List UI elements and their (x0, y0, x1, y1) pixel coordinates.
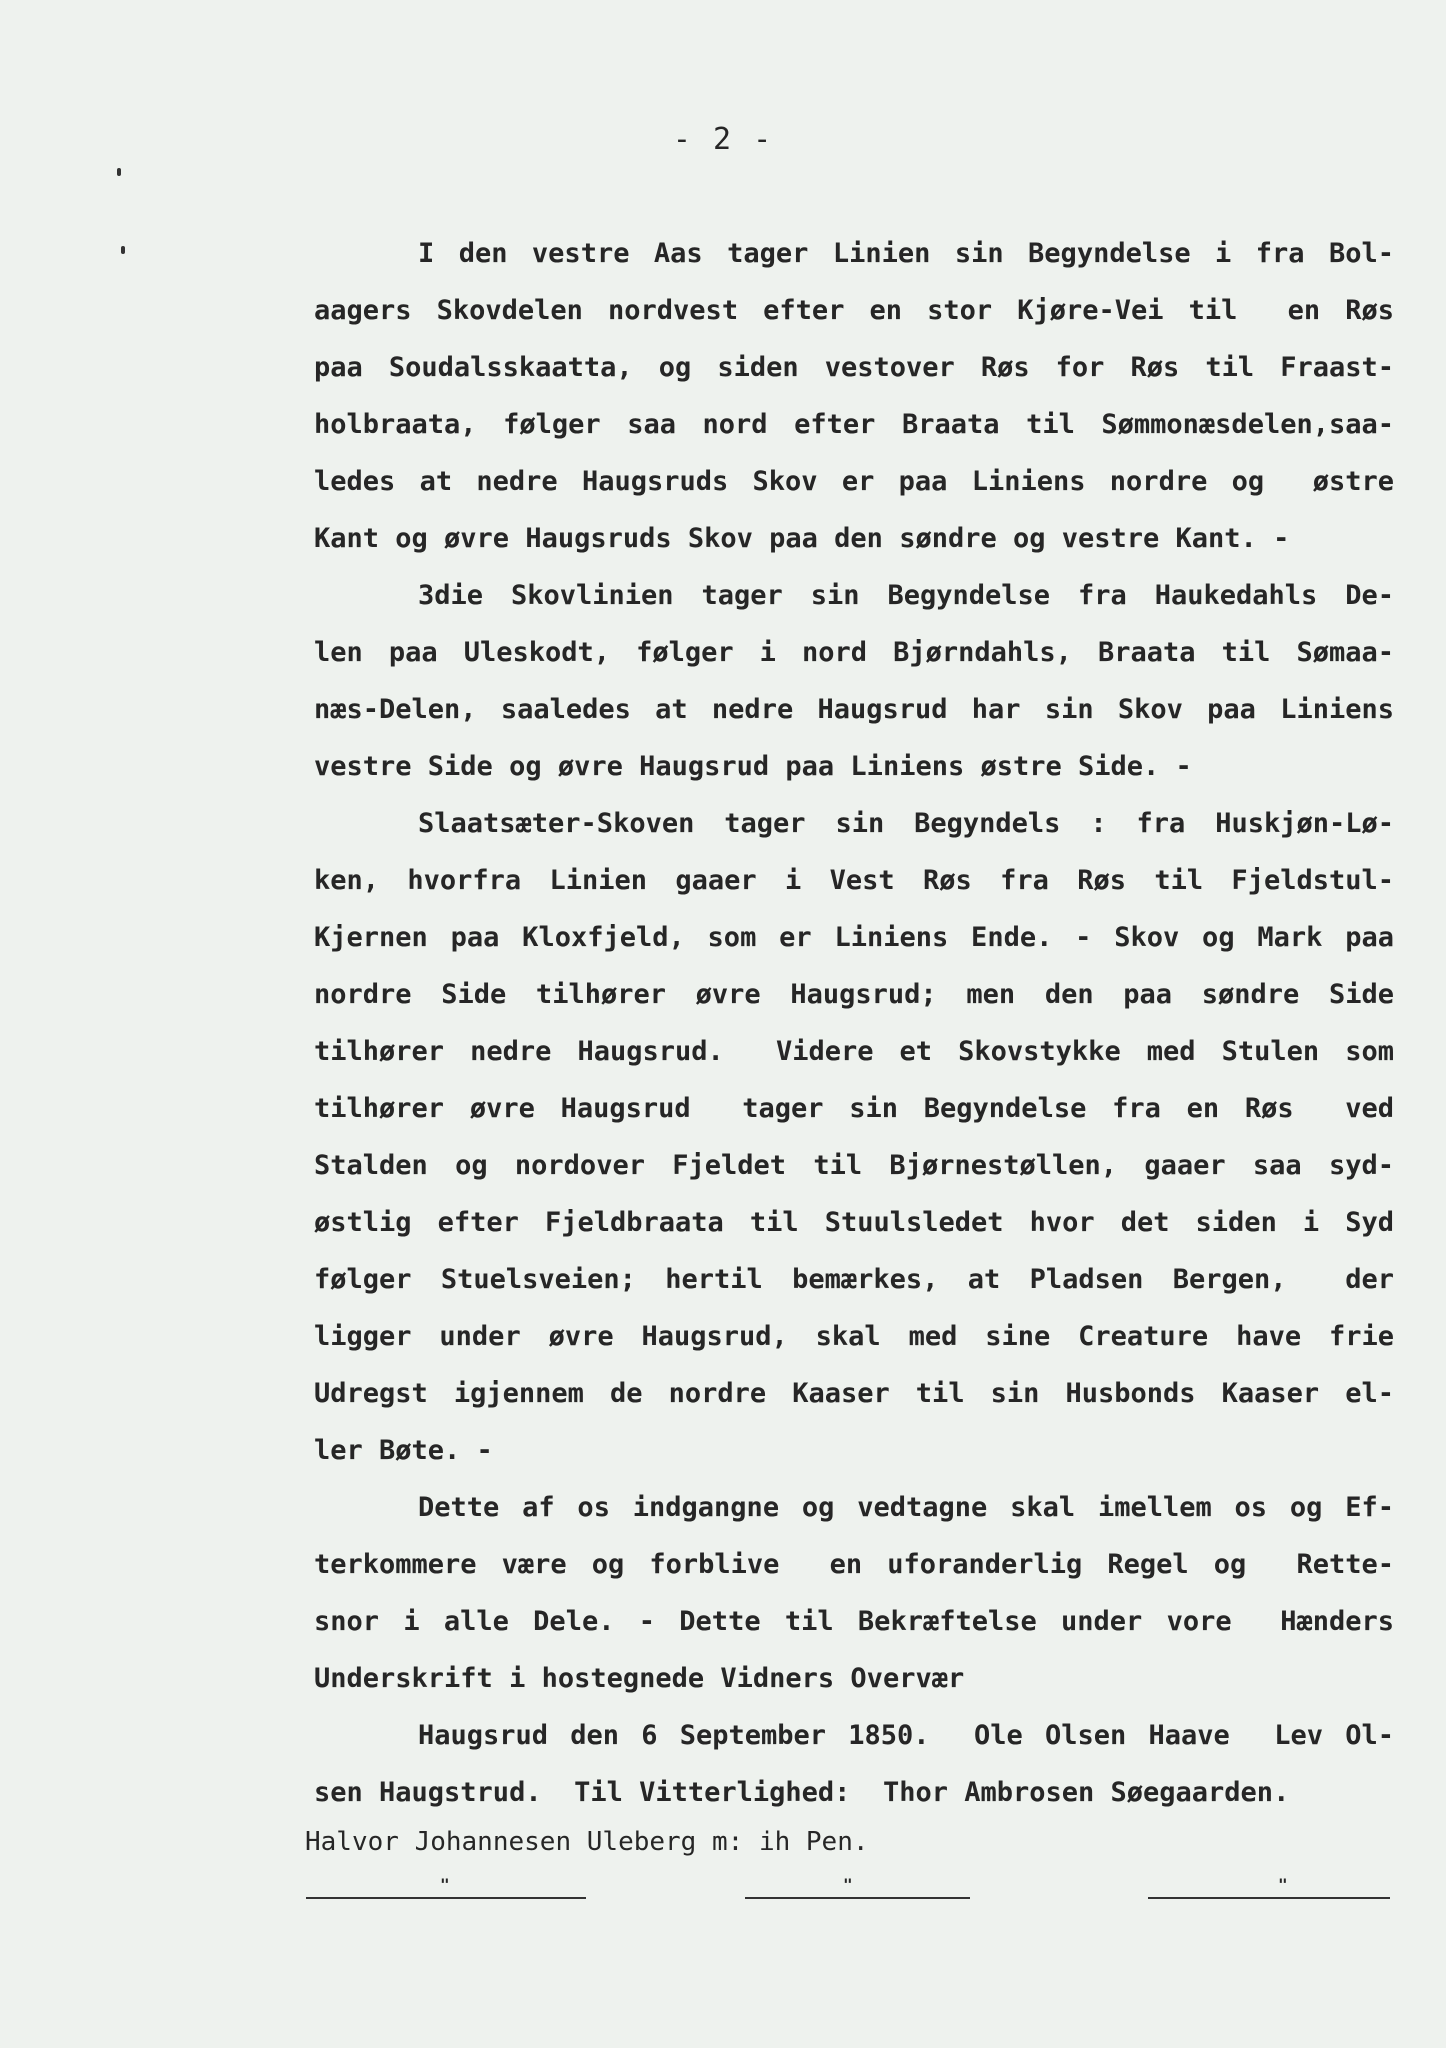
ditto-mark-2: " (843, 1875, 853, 1894)
text-line: ligger under øvre Haugsrud, skal med sine Creature have frie (314, 1321, 1394, 1352)
margin-mark (121, 246, 125, 254)
signature-line-1 (306, 1897, 586, 1899)
closing-line: Halvor Johannesen Uleberg m: ih Pen. (305, 1827, 869, 1857)
text-line: vestre Side og øvre Haugsrud paa Liniens østre Side. - (314, 751, 1192, 782)
text-line: Underskrift i hostegnede Vidners Overvær (314, 1663, 965, 1694)
text-line: ler Bøte. - (314, 1435, 493, 1466)
signature-line-2 (745, 1897, 970, 1899)
text-line: paa Soudalsskaatta, og siden vestover Røs for Røs til Fraast- (314, 352, 1394, 383)
text-line: Stalden og nordover Fjeldet til Bjørnestøllen, gaaer saa syd- (314, 1150, 1394, 1181)
text-line: Slaatsæter-Skoven tager sin Begyndels : fra Huskjøn-Lø- (418, 808, 1394, 839)
text-line: sen Haugstrud. Til Vitterlighed: Thor Ambrosen Søegaarden. (314, 1777, 1290, 1808)
text-line: ledes at nedre Haugsruds Skov er paa Liniens nordre og østre (314, 466, 1394, 497)
text-line: Kjernen paa Kloxfjeld, som er Liniens Ende. - Skov og Mark paa (314, 922, 1394, 953)
text-line: Kant og øvre Haugsruds Skov paa den søndre og vestre Kant. - (314, 523, 1290, 554)
text-line: tilhører nedre Haugsrud. Videre et Skovstykke med Stulen som (314, 1036, 1394, 1067)
text-line: ken, hvorfra Linien gaaer i Vest Røs fra Røs til Fjeldstul- (314, 865, 1394, 896)
text-line: følger Stuelsveien; hertil bemærkes, at Pladsen Bergen, der (314, 1264, 1394, 1295)
text-line: næs-Delen, saaledes at nedre Haugsrud har sin Skov paa Liniens (314, 694, 1394, 725)
margin-mark (117, 168, 121, 176)
text-line: aagers Skovdelen nordvest efter en stor Kjøre-Vei til en Røs (314, 295, 1394, 326)
text-line: len paa Uleskodt, følger i nord Bjørndahls, Braata til Sømaa- (314, 637, 1394, 668)
text-line: I den vestre Aas tager Linien sin Begyndelse i fra Bol- (418, 238, 1394, 269)
text-line: snor i alle Dele. - Dette til Bekræftelse under vore Hænders (314, 1606, 1394, 1637)
text-line: terkommere være og forblive en uforanderlig Regel og Rette- (314, 1549, 1394, 1580)
document-body (314, 225, 1394, 1821)
ditto-mark-3: " (1278, 1875, 1288, 1894)
signature-line-3 (1148, 1897, 1390, 1899)
text-line: 3die Skovlinien tager sin Begyndelse fra Haukedahls De- (418, 580, 1394, 611)
text-line: Haugsrud den 6 September 1850. Ole Olsen Haave Lev Ol- (418, 1720, 1394, 1751)
text-line: holbraata, følger saa nord efter Braata til Sømmonæsdelen,saa- (314, 409, 1394, 440)
text-line: tilhører øvre Haugsrud tager sin Begyndelse fra en Røs ved (314, 1093, 1394, 1124)
page-number: - 2 - (672, 122, 774, 157)
text-line: østlig efter Fjeldbraata til Stuulsledet hvor det siden i Syd (314, 1207, 1394, 1238)
text-line: nordre Side tilhører øvre Haugsrud; men den paa søndre Side (314, 979, 1394, 1010)
text-line: Dette af os indgangne og vedtagne skal imellem os og Ef- (418, 1492, 1394, 1523)
ditto-mark-1: " (440, 1875, 450, 1894)
text-line: Udregst igjennem de nordre Kaaser til sin Husbonds Kaaser el- (314, 1378, 1394, 1409)
